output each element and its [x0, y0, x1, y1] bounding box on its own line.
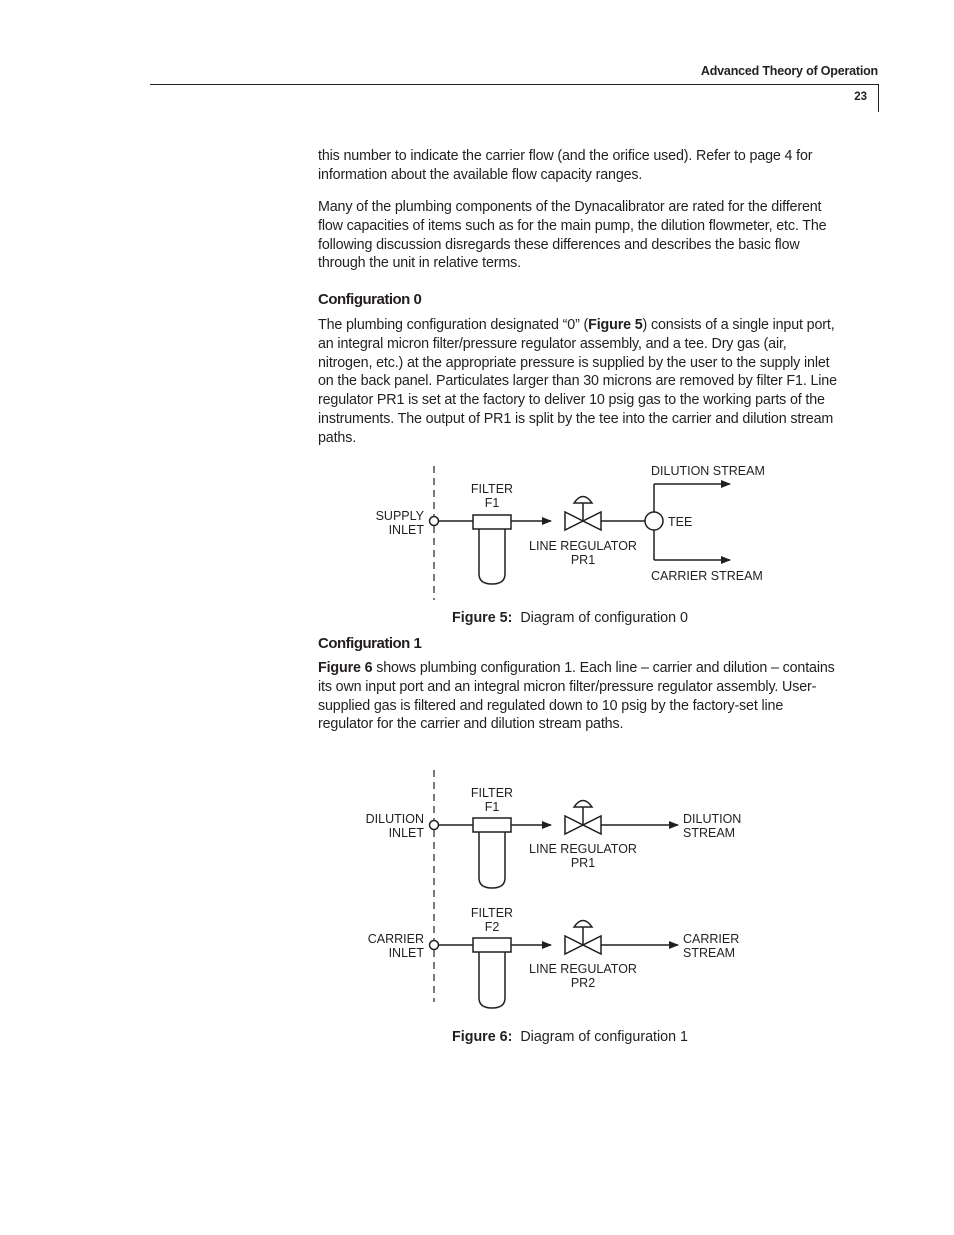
running-header-title: Advanced Theory of Operation — [700, 64, 878, 78]
dilution-inlet-port — [430, 821, 439, 830]
intro-paragraph-1: this number to indicate the carrier flow (and the orifice used). Refer to page 4 for information about the available flow capacity ranges. — [318, 148, 813, 183]
config1-heading: Configuration 1 — [318, 635, 422, 652]
intro-paragraph-2: Many of the plumbing components of the Dynacalibrator are rated for the different flow capacities of items such as for the main pump, the dilution flowmeter, etc. The following discussion disregards these differences and describes the basic flow through the unit in relative terms. — [318, 199, 827, 272]
carrier-inlet-port — [430, 941, 439, 950]
config0-text-before: The plumbing configuration designated “0” ( — [318, 317, 589, 333]
filter-f1-body — [473, 818, 511, 832]
dilution-inlet-label-1: DILUTION — [365, 812, 424, 826]
regulator-pr1-dome — [574, 801, 592, 808]
dilution-stream-label: DILUTION STREAM — [651, 464, 765, 478]
tee-label: TEE — [668, 515, 693, 529]
filter-f2-label-2: F2 — [484, 920, 500, 934]
dilution-stream-label-1: DILUTION — [683, 812, 742, 826]
regulator-pr2-label-1: LINE REGULATOR — [529, 962, 637, 976]
line-regulator-label: LINE REGULATOR — [529, 539, 637, 553]
config0-text-after: ) consists of a single input port, an integral micron filter/pressure regulator assembly, and a tee. Dry gas (air, nitrogen, etc.) at the appropriate pressure is supplied by the user to the supply inlet on the back panel. Particulates larger than 30 microns are removed by filter F1. Line regulator PR1 is set at the factory to deliver 10 psig gas to the working parts of the instruments. The output of PR1 is split by the tee into the carrier and dilution stream paths. — [318, 317, 837, 446]
filter-f1-label-2: F1 — [484, 800, 500, 814]
config0-heading: Configuration 0 — [318, 291, 422, 308]
figure5-caption-label: Figure 5: — [452, 610, 513, 626]
carrier-stream-label-1: CARRIER — [683, 932, 740, 946]
regulator-pr1-label-1: LINE REGULATOR — [529, 842, 637, 856]
dilution-stream-label-2: STREAM — [683, 826, 736, 840]
regulator-pr1-label: PR1 — [570, 553, 596, 567]
carrier-stream-label: CARRIER STREAM — [651, 569, 763, 583]
config1-figure-ref: Figure 6 — [318, 660, 373, 676]
filter-f1-label: F1 — [484, 496, 500, 510]
filter-f2-bowl — [479, 952, 505, 1008]
page-number: 23 — [854, 91, 867, 103]
filter-f2-body — [473, 938, 511, 952]
figure6-caption — [452, 1029, 688, 1045]
regulator-pr1-label-2: PR1 — [570, 856, 596, 870]
carrier-inlet-label-2: INLET — [388, 946, 424, 960]
regulator-pr2-label-2: PR2 — [570, 976, 596, 990]
carrier-stream-label-2: STREAM — [683, 946, 736, 960]
config0-figure-ref: Figure 5 — [588, 317, 643, 333]
filter-f2-label-1: FILTER — [470, 906, 514, 920]
carrier-inlet-label-1: CARRIER — [367, 932, 424, 946]
figure6-caption-label: Figure 6: — [452, 1029, 513, 1045]
filter-label: FILTER — [470, 482, 514, 496]
filter-f1-label-1: FILTER — [470, 786, 514, 800]
inlet-label: INLET — [388, 523, 424, 537]
filter-f1-bowl — [479, 832, 505, 888]
regulator-pr2-dome — [574, 921, 592, 928]
figure5-caption-text: Diagram of configuration 0 — [520, 610, 689, 626]
figure6-caption-text: Diagram of configuration 1 — [520, 1029, 689, 1045]
dilution-inlet-label-2: INLET — [388, 826, 424, 840]
supply-label: SUPPLY — [375, 509, 424, 523]
config1-text-after: shows plumbing configuration 1. Each line – carrier and dilution – contains its own input port and an integral micron filter/pressure regulator assembly. User-supplied gas is filtered and regulated down to 10 psig by the factory-set line regulator for the carrier and dilution stream paths. — [318, 660, 835, 733]
